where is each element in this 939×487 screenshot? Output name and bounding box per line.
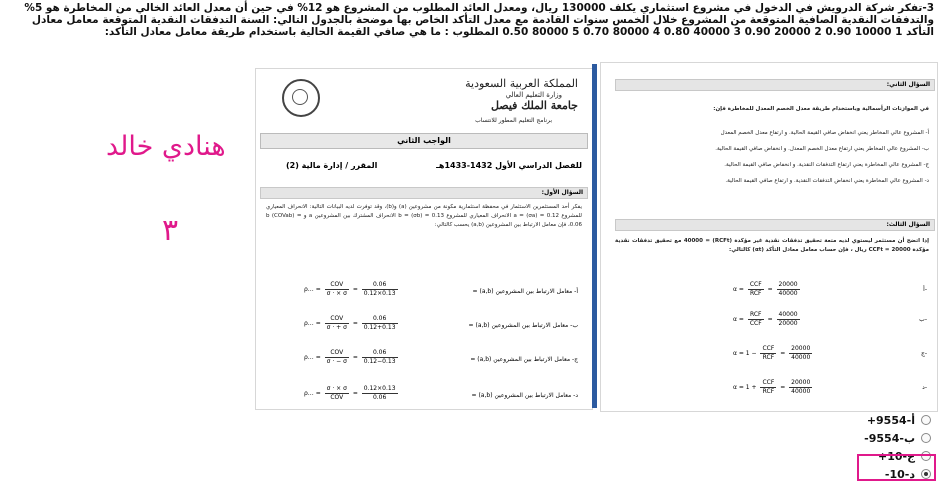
q2-option: ج- المشروع عالي المخاطرة يعني ارتفاع التدفقات النقدية. و انخفاض صافي القيمة الحالية. bbox=[724, 162, 929, 168]
q3-equation-row bbox=[717, 379, 927, 397]
selected-answer-highlight bbox=[857, 454, 936, 481]
semester-label: للفصل الدراسي الأول 1432-1433هـ bbox=[436, 161, 582, 170]
equation-row bbox=[264, 385, 582, 407]
q3-header: السؤال الثالث: bbox=[615, 219, 935, 231]
course-label: المقرر / إدارة مالية (2) bbox=[286, 161, 378, 170]
q3-equation-row bbox=[717, 345, 927, 363]
uni-line-2: وزارة التعليم العالي bbox=[505, 91, 562, 99]
university-seal-icon bbox=[282, 79, 320, 117]
q2-option: د- المشروع عالي المخاطرة يعني انخفاض التدفقات النقدية. و ارتفاع صافي القيمة الحالية. bbox=[725, 178, 929, 184]
equation-formula: ρ… = $\frac{\text{COV}}{\sigma \cdot - \sigma}$ = $\frac{0.06}{0.12-0.13}$ bbox=[304, 349, 396, 365]
equation-label: ج- معامل الارتباط بين المشروعين (a,b) = bbox=[470, 356, 578, 363]
assignment-title: الواجب الثاني bbox=[260, 133, 588, 149]
page-divider bbox=[592, 64, 597, 408]
q2-header: السؤال الثاني: bbox=[615, 79, 935, 91]
left-document-page bbox=[255, 68, 593, 410]
answer-label: أ-9554+ bbox=[866, 413, 915, 427]
student-name-handwriting: هنادي خالد bbox=[106, 131, 226, 162]
q3-eq-label: د- bbox=[922, 384, 927, 391]
q3-equation-row bbox=[717, 311, 927, 329]
answer-option-1[interactable] bbox=[851, 412, 931, 428]
equation-row bbox=[264, 349, 582, 371]
answer-label: د-10- bbox=[884, 467, 915, 481]
equation-formula: ρ… = $\frac{\text{COV}}{\sigma \cdot + \sigma}$ = $\frac{0.06}{0.12+0.13}$ bbox=[304, 315, 396, 331]
equation-label: ب- معامل الارتباط بين المشروعين (a,b) = bbox=[468, 322, 578, 329]
embedded-document-image bbox=[0, 62, 939, 402]
equation-row bbox=[264, 281, 582, 303]
q3-eq-formula: α = $\frac{\text{CCF}}{\text{RCF}}$ = $\frac{20000}{40000}$ bbox=[733, 281, 798, 297]
q2-option: ب- المشروع عالي المخاطر يعني ارتفاع معدل الخصم المعدل. و انخفاض صافي القيمة الحالية. bbox=[715, 146, 929, 152]
page-number-handwriting: ٣ bbox=[162, 213, 179, 248]
q3-eq-label: ب- bbox=[919, 316, 927, 323]
q3-eq-label: أ- bbox=[923, 286, 927, 293]
equation-label: د- معامل الارتباط بين المشروعين (a,b) = bbox=[471, 392, 578, 399]
q3-equation-row bbox=[717, 281, 927, 299]
uni-line-4: برنامج التعليم المطور للانتساب bbox=[475, 117, 552, 124]
question-text: 3-تفكر شركة الدرويش في الدخول في مشروع استثماري يكلف 130000 ريال، ومعدل العائد المطلوب من المشروع هو 12% في حين أن معدل العائد الخالي من المخاطرة هو 5% والتدفقات النقدية الصافية المتوقعة من المشروع خلال الخمس سنوات القادمة مع معدل التأكد الخاص بها موضحة بالجدول التالي: السنة التدفقات النقدية المتوقعة معامل معادل التأكد 1 10000 0.90 2 20000 0.90 3 40000 0.80 4 80000 0.70 5 80000 0.50 المطلوب : ما هي صافي القيمة الحالية باستخدام طريقة معامل معادل التأكد: bbox=[24, 2, 934, 38]
q1-header: السؤال الأول: bbox=[260, 187, 588, 199]
q3-paragraph: إذا اتضح أن مستثمر ليستوي لديه متعة تحقيق تدفقات نقدية غير مؤكدة (RCFt) = 40000 مع تحقيق تدفقات نقدية مؤكدة CCFt = 20000 ريال ، فإن حساب معامل معادل التأكد (αt) كالتالي: bbox=[615, 238, 929, 253]
answer-label: ب-9554- bbox=[864, 431, 915, 445]
answer-label: ج-10+ bbox=[877, 449, 915, 463]
q3-eq-formula: α = 1 − $\frac{\text{CCF}}{\text{RCF}}$ = $\frac{20000}{40000}$ bbox=[733, 345, 811, 361]
q1-paragraph: يفكر أحد المستثمرين الاستثمار في محفظة استثمارية مكونة من مشروعين (a) و(b)، وقد توفرت لديه البيانات التالية: الانحراف المعياري للمشروع a = (σa) = 0.12 الانحراف المعياري للمشروع b = (σb) = 0.13 الانحراف المشترك بين المشروعين a و b (COVab) = 0.06، فإن معامل الارتباط بين المشروعين (a,b) يحسب كالتالي: bbox=[266, 204, 582, 228]
uni-line-1: المملكة العربية السعودية bbox=[465, 77, 578, 90]
q3-eq-formula: α = 1 + $\frac{\text{CCF}}{\text{RCF}}$ = $\frac{20000}{40000}$ bbox=[733, 379, 811, 395]
answer-option-2[interactable] bbox=[851, 430, 931, 446]
radio-button[interactable] bbox=[921, 433, 931, 443]
equation-row bbox=[264, 315, 582, 337]
q3-eq-formula: α = $\frac{\text{RCF}}{\text{CCF}}$ = $\frac{40000}{20000}$ bbox=[733, 311, 798, 327]
uni-line-3: جامعة الملك فيصل bbox=[490, 99, 578, 112]
q2-intro: في الموازنات الرأسمالية وباستخدام طريقة معدل الخصم المعدل للمخاطرة فإن: bbox=[713, 106, 929, 112]
equation-formula: ρ… = $\frac{\sigma \cdot \times \sigma}{\text{COV}}$ = $\frac{0.12\times 0.13}{0.06}$ bbox=[304, 385, 396, 401]
right-document-page bbox=[600, 62, 938, 412]
equation-formula: ρ… = $\frac{\text{COV}}{\sigma \cdot \times \sigma}$ = $\frac{0.06}{0.12\times 0.13}$ bbox=[304, 281, 396, 297]
radio-button[interactable] bbox=[921, 415, 931, 425]
equation-label: أ- معامل الارتباط بين المشروعين (a,b) = bbox=[472, 288, 578, 295]
q2-option: أ- المشروع عالي المخاطر يعني انخفاض صافي القيمة الحالية. و ارتفاع معدل الخصم المعدل bbox=[720, 130, 929, 136]
q3-eq-label: ج- bbox=[920, 350, 927, 357]
